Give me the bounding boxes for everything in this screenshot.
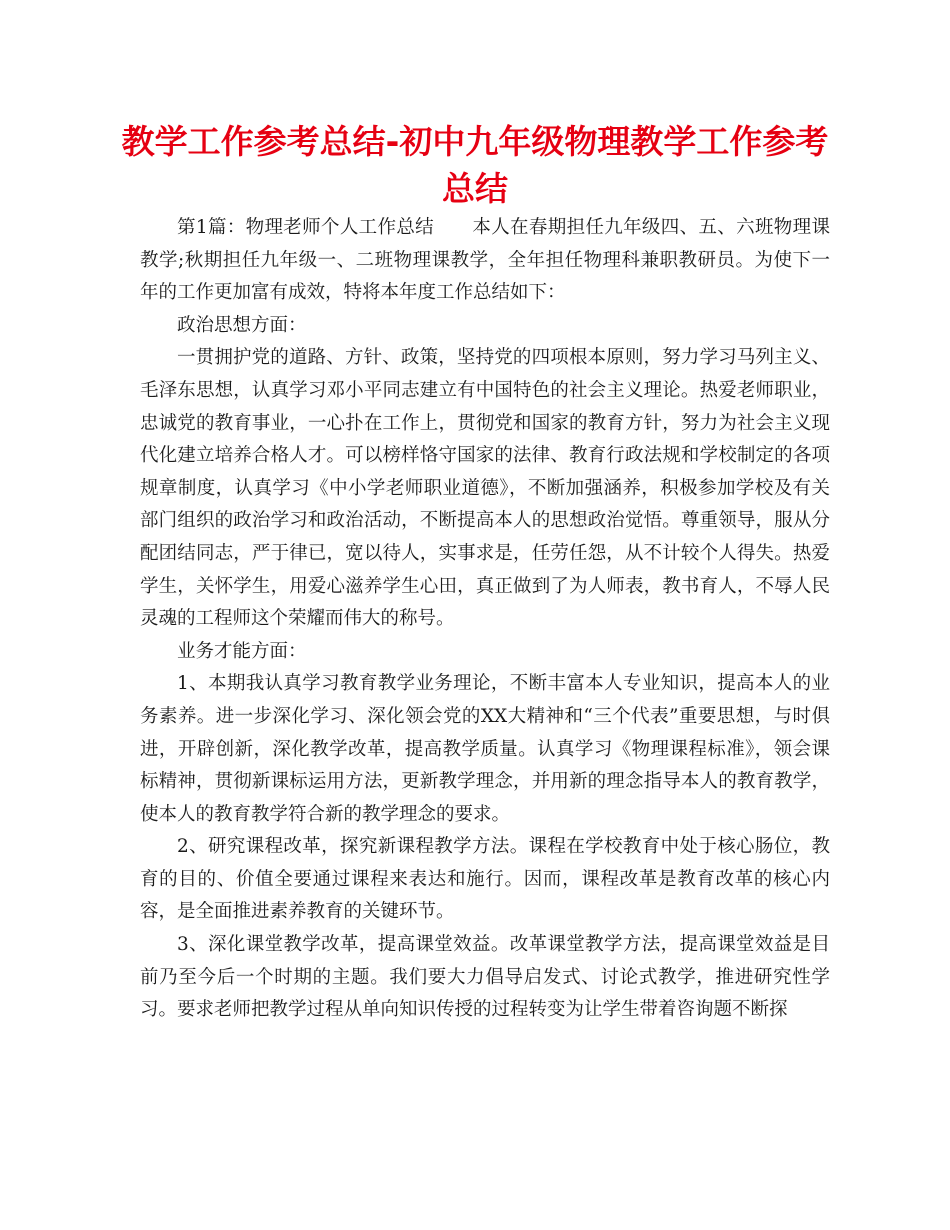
section-heading-political: 政治思想方面：	[177, 314, 307, 336]
paragraph-item-3: 3、深化课堂教学改革，提高课堂效益。改革课堂教学方法，提高课堂效益是目前乃至今后一个时期的主题。我们要大力倡导启发式、讨论式教学，推进研究性学习。要求老师把教学过程从单向知识传授的过程转变为让学生带着咨询题不断探	[140, 934, 830, 1021]
document-title: 教学工作参考总结-初中九年级物理教学工作参考总结	[121, 122, 829, 208]
paragraph-political: 一贯拥护党的道路、方针、政策，坚持党的四项根本原则，努力学习马列主义、毛泽东思想，认真学习邓小平同志建立有中国特色的社会主义理论。热爱老师职业，忠诚党的教育事业，一心扑在工作上，贯彻党和国家的教育方针，努力为社会主义现代化建立培养合格人才。可以榜样恪守国家的法律、教育行政法规和学校制定的各项规章制度，认真学习《中小学老师职业道德》，不断加强涵养，积极参加学校及有关部门组织的政治学习和政治活动，不断提高本人的思想政治觉悟。尊重领导，服从分配团结同志，严于律已，宽以待人，实事求是，任劳任怨，从不计较个人得失。热爱学生，关怀学生，用爱心滋养学生心田，真正做到了为人师表，教书育人，不辱人民灵魂的工程师这个荣耀而伟大的称号。	[140, 347, 830, 630]
document-body	[140, 212, 830, 1027]
paragraph-item-1: 1、本期我认真学习教育教学业务理论，不断丰富本人专业知识，提高本人的业务素养。进一步深化学习、深化领会党的XX大精神和“三个代表”重要思想，与时俱进，开辟创新，深化教学改革，提高教学质量。认真学习《物理课程标准》，领会课标精神，贯彻新课标运用方法，更新教学理念，并用新的理念指导本人的教育教学，使本人的教育教学符合新的教学理念的要求。	[140, 673, 830, 825]
section-lead: 第1篇：物理老师个人工作总结	[177, 217, 435, 238]
section-heading-professional: 业务才能方面：	[177, 640, 307, 662]
paragraph-intro	[140, 212, 830, 310]
paragraph-text: 本人在春期担任九年级四、五、六班物理课教学;秋期担任九年级一、二班物理课教学，全年担任物理科兼职教研员。为使下一年的工作更加富有成效，特将本年度工作总结如下：	[140, 217, 830, 304]
paragraph-item-2: 2、研究课程改革，探究新课程教学方法。课程在学校教育中处于核心肠位，教育的目的、价值全要通过课程来表达和施行。因而，课程改革是教育改革的核心内容，是全面推进素养教育的关键环节。	[140, 836, 830, 923]
